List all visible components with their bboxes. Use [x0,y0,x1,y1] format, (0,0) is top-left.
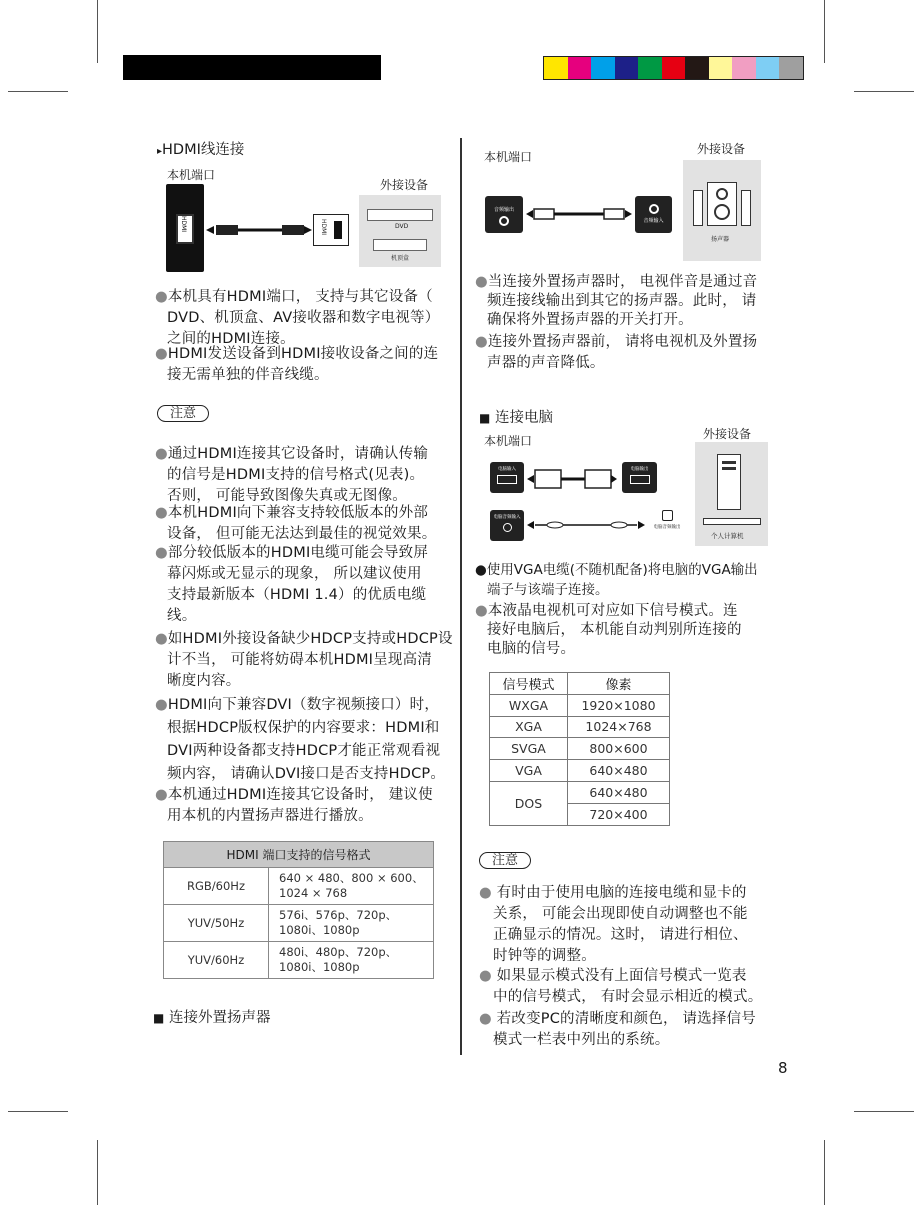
dvd-label: DVD [395,223,409,230]
table-row: YUV/50Hz 576i、576p、720p、 1080i、1080p [164,905,434,942]
speaker-label: 扬声器 [711,236,730,243]
hdmi-port [176,214,194,244]
dvd-player [367,209,433,221]
crop-mark [854,1111,914,1112]
set-top-box [373,239,427,251]
color-swatch [756,57,780,79]
color-swatch [779,57,803,79]
pc-in-port: 电脑输入 [490,462,524,493]
color-swatch [685,57,709,79]
external-device-box [359,195,441,267]
speaker-section-title: ■ 连接外置扬声器 [153,1010,271,1026]
external-device-label: 外接设备 [380,178,429,192]
crop-mark [97,1140,98,1205]
pc-ports-icon [703,518,761,525]
stb-label: 机顶盒 [391,255,410,262]
print-black-bar [123,55,381,80]
color-swatch [591,57,615,79]
table-row: SVGA 800×600 [490,738,670,760]
crop-mark [854,91,914,92]
vga-cable [527,466,617,492]
color-swatch [544,57,568,79]
color-swatch [638,57,662,79]
square-icon: ■ [153,1011,165,1025]
table-row: VGA 640×480 [490,760,670,782]
note-2: ●本机HDMI向下兼容支持较低版本的外部 设备， 但可能无法达到最佳的视觉效果。 [155,505,437,542]
hdmi-bullet-1: ●本机具有HDMI端口， 支持与其它设备（ DVD、机顶盒、AV接收器和数字电视等） 之间的HDMI连接。 [155,289,440,347]
note-1: ●通过HDMI连接其它设备时，请确认传输 的信号是HDMI支持的信号格式(见表)。 否则， 可能导致图像失真或无图像。 [155,446,429,504]
pc-section-title: ■ 连接电脑 [479,410,553,426]
speaker-bullet-1: ●当连接外置扬声器时， 电视伴音是通过音 频连接线输出到其它的扬声器。此时， 请 确保将外置扬声器的开关打开。 [475,274,758,328]
port-label: 本机端口 [484,150,533,164]
table-title: HDMI 端口支持的信号格式 [164,842,434,868]
note-5: ●HDMI向下兼容DVI（数字视频接口）时， 根据HDCP版权保护的内容要求：HDMI和 DVI两种设备都支持HDCP才能正常观看视 频内容， 请确认DVI接口是否支持HDCP。 [155,697,446,782]
pc-bullet-2: ●本液晶电视机可对应如下信号模式。连 接好电脑后， 本机能自动判别所连接的 电脑的信号。 [475,603,742,657]
arrow-icon: ▸ [157,146,163,157]
note-3: ●部分较低版本的HDMI电缆可能会导致屏 幕闪烁或无显示的现象， 所以建议使用 支持最新版本（HDMI 1.4）的优质电缆 线。 [155,545,429,624]
port-label: 本机端口 [167,168,216,182]
pc-note-1: ● 有时由于使用电脑的连接电缆和显卡的 关系， 可能会出现即使自动调整也不能 正确显示的情况。这时， 请进行相位、 时钟等的调整。 [479,885,748,964]
note-label: 注意 [479,852,531,869]
device-hdmi-port-text: HDMI [320,219,327,236]
crop-mark [97,0,98,63]
table-row: DOS 640×480 [490,781,670,803]
pc-device-box [695,442,768,546]
external-device-label: 外接设备 [697,142,746,156]
table-row: YUV/60Hz 480i、480p、720p、 1080i、1080p [164,942,434,979]
speaker-bullet-2: ●连接外置扬声器前， 请将电视机及外置扬 声器的声音降低。 [475,334,758,371]
hdmi-signal-table [163,841,434,979]
hdmi-bullet-2: ●HDMI发送设备到HDMI接收设备之间的连 接无需单独的伴音线缆。 [155,346,439,383]
color-calibration-bar [543,56,804,80]
pc-bullet-1: ●使用VGA电缆(不随机配备)将电脑的VGA输出 端子与该端子连接。 [475,562,758,598]
color-swatch [662,57,686,79]
crop-mark [8,1111,68,1112]
note-6: ●本机通过HDMI连接其它设备时， 建议使 用本机的内置扬声器进行播放。 [155,787,433,824]
audio-out-port: 音频输出 [485,196,523,233]
note-4: ●如HDMI外接设备缺少HDCP支持或HDCP设 计不当， 可能将妨碍本机HDMI呈现高清 晰度内容。 [155,631,453,689]
crop-mark [824,1140,825,1205]
color-swatch [732,57,756,79]
port-label: 本机端口 [484,434,533,448]
note-label: 注意 [157,405,209,422]
pc-audio-cable [527,518,645,532]
speaker-icon [707,182,737,226]
color-swatch [615,57,639,79]
device-hdmi-port [313,214,349,246]
pc-note-3: ● 若改变PC的清晰度和颜色， 请选择信号 模式一栏表中列出的系统。 [479,1011,756,1048]
column-divider [460,138,462,1055]
color-swatch [709,57,733,79]
pc-out-port: 电脑输出 [622,462,657,493]
page-number: 8 [778,1059,788,1077]
crop-mark [824,0,825,63]
audio-in-port: 音频输入 [635,196,672,233]
pc-label: 个人计算机 [711,532,744,540]
table-row: WXGA 1920×1080 [490,694,670,716]
speaker-device-box [683,160,761,261]
crop-mark [8,91,68,92]
table-header: 信号模式 像素 [490,673,670,695]
pc-tower-icon [717,454,741,510]
table-row: XGA 1024×768 [490,716,670,738]
hdmi-port-text: HDMI [180,216,187,233]
external-device-label: 外接设备 [703,427,752,441]
table-row: RGB/60Hz 640 × 480、800 × 600、 1024 × 768 [164,868,434,905]
table-row: 720×400 [490,803,670,825]
pc-audio-out-port: 电脑音频输出 [650,508,684,542]
hdmi-cable [206,220,312,240]
signal-mode-table [489,672,670,826]
audio-cable [526,206,632,222]
pc-note-2: ● 如果显示模式没有上面信号模式一览表 中的信号模式， 有时会显示相近的模式。 [479,968,763,1005]
hdmi-section-title: ▸HDMI线连接 [157,142,245,158]
tv-panel [166,184,204,272]
pc-audio-in-port: 电脑音频输入 [490,510,524,541]
square-icon: ■ [479,411,491,425]
color-swatch [568,57,592,79]
